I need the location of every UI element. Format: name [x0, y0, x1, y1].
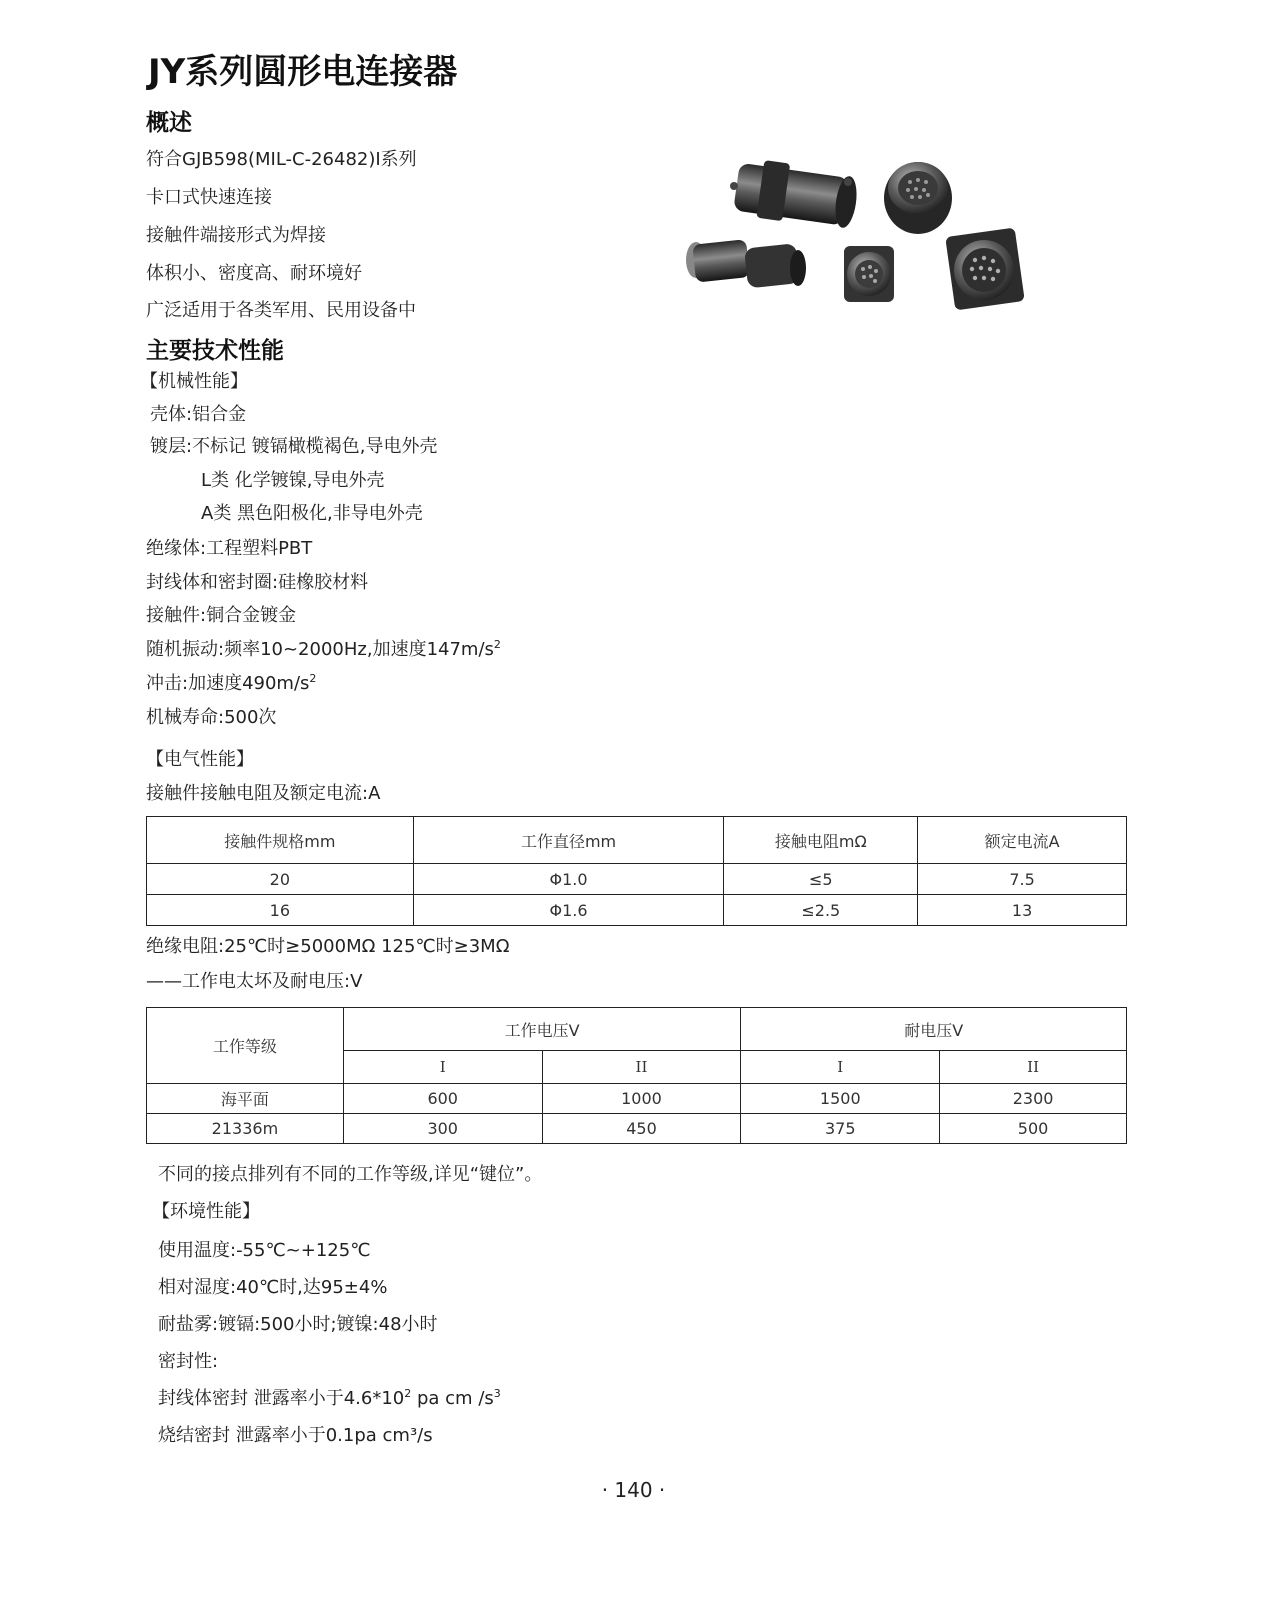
table-cell: 20	[147, 864, 414, 895]
mechanical-label: 【机械性能】	[140, 371, 248, 392]
table-cell: 13	[918, 895, 1127, 926]
table-row	[147, 1114, 1127, 1144]
table-row	[147, 895, 1127, 926]
overview-line: 体积小、密度高、耐环境好	[146, 263, 362, 284]
table-row	[147, 864, 1127, 895]
plating-spec: 镀层:不标记 镀镉橄榄褐色,导电外壳	[150, 436, 438, 457]
table-header-row	[147, 1008, 1127, 1051]
table-cell: 600	[343, 1084, 542, 1114]
connector-plug-bottom	[686, 239, 806, 288]
table-subheader: I	[343, 1051, 542, 1084]
table-cell: 1000	[542, 1084, 741, 1114]
connector-receptacle-top	[884, 162, 952, 234]
life-spec: 机械寿命:500次	[146, 707, 277, 728]
table-cell: 375	[741, 1114, 940, 1144]
insulation-resistance: 绝缘电阻:25℃时≥5000MΩ 125℃时≥3MΩ	[146, 936, 510, 957]
table-header: 工作直径mm	[413, 817, 724, 864]
insulator-spec: 绝缘体:工程塑料PBT	[146, 538, 313, 559]
table-cell: 16	[147, 895, 414, 926]
sealing-label: 密封性:	[158, 1351, 219, 1372]
humidity-spec: 相对湿度:40℃时,达95±4%	[158, 1277, 388, 1298]
table-header: 接触电阻mΩ	[724, 817, 918, 864]
environmental-label: 【环境性能】	[152, 1201, 260, 1222]
table-cell: 300	[343, 1114, 542, 1144]
table-cell: 2300	[940, 1084, 1127, 1114]
table-header: 工作等级	[147, 1008, 344, 1084]
overview-heading: 概述	[146, 110, 192, 136]
overview-line: 卡口式快速连接	[146, 187, 272, 208]
table-cell: 海平面	[147, 1084, 344, 1114]
working-level-note: 不同的接点排列有不同的工作等级,详见“键位”。	[158, 1164, 543, 1185]
voltage-caption: ——工作电太坏及耐电压:V	[146, 971, 363, 992]
table-cell: 7.5	[918, 864, 1127, 895]
overview-line: 接触件端接形式为焊接	[146, 225, 326, 246]
page-title: JY系列圆形电连接器	[148, 52, 458, 92]
table-header-row	[147, 817, 1127, 864]
page-number: · 140 ·	[601, 1478, 666, 1502]
vibration-spec: 随机振动:频率10~2000Hz,加速度$147m/s^2$	[146, 638, 501, 660]
table-header: 工作电压V	[343, 1008, 741, 1051]
table-cell: Φ1.6	[413, 895, 724, 926]
table-header: 耐电压V	[741, 1008, 1127, 1051]
table-cell: ≤5	[724, 864, 918, 895]
connector-square-small	[844, 246, 894, 302]
seal-leak-spec: 封线体密封 泄露率小于$4.6*10^2$ pa cm $/s^3$	[158, 1387, 501, 1409]
contact-caption: 接触件接触电阻及额定电流:A	[146, 783, 381, 804]
seal-spec: 封线体和密封圈:硅橡胶材料	[146, 572, 369, 593]
specs-heading: 主要技术性能	[146, 338, 284, 364]
shock-spec: 冲击:加速度$490m/s^2$	[146, 672, 317, 694]
overview-line: 广泛适用于各类军用、民用设备中	[146, 300, 416, 321]
connector-plug-top	[730, 160, 860, 229]
shell-spec: 壳体:铝合金	[150, 404, 247, 425]
voltage-table	[146, 1007, 1127, 1144]
table-header: 额定电流A	[918, 817, 1127, 864]
table-cell: 1500	[741, 1084, 940, 1114]
table-cell: 21336m	[147, 1114, 344, 1144]
plating-a-spec: A类 黑色阳极化,非导电外壳	[201, 503, 423, 524]
overview-line: 符合GJB598(MIL-C-26482)I系列	[146, 149, 417, 170]
temperature-spec: 使用温度:-55℃~+125℃	[158, 1240, 371, 1261]
table-subheader: II	[542, 1051, 741, 1084]
table-cell: 450	[542, 1114, 741, 1144]
table-cell: 500	[940, 1114, 1127, 1144]
connector-photo	[670, 150, 1030, 320]
electrical-label: 【电气性能】	[146, 749, 254, 770]
sinter-seal-spec: 烧结密封 泄露率小于0.1pa cm³/s	[158, 1425, 433, 1446]
table-subheader: I	[741, 1051, 940, 1084]
table-header: 接触件规格mm	[147, 817, 414, 864]
salt-spray-spec: 耐盐雾:镀镉:500小时;镀镍:48小时	[158, 1314, 438, 1335]
table-subheader: II	[940, 1051, 1127, 1084]
plating-l-spec: L类 化学镀镍,导电外壳	[201, 470, 385, 491]
table-cell: ≤2.5	[724, 895, 918, 926]
contact-table	[146, 816, 1127, 926]
table-row	[147, 1084, 1127, 1114]
contact-spec: 接触件:铜合金镀金	[146, 605, 297, 626]
connector-flange-receptacle	[945, 227, 1025, 310]
table-cell: Φ1.0	[413, 864, 724, 895]
